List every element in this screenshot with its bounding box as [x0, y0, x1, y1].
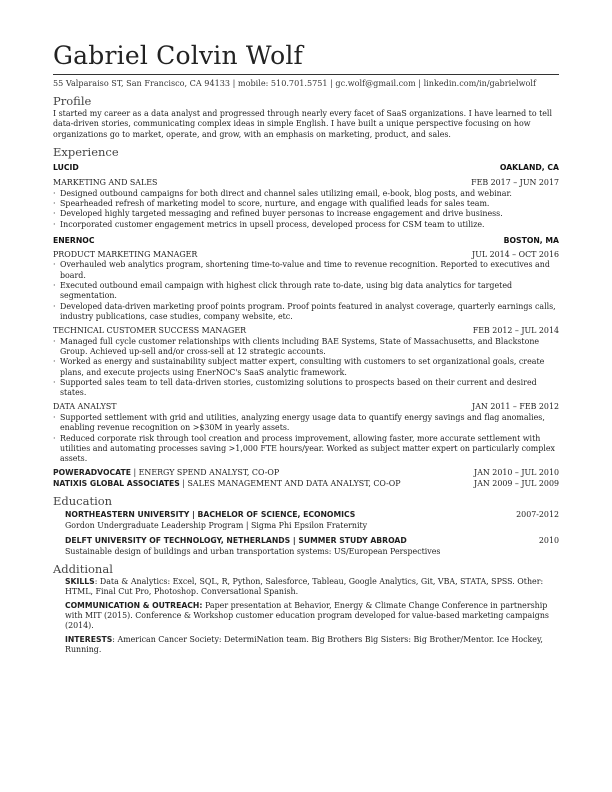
bullet-list — [53, 413, 559, 464]
job-line — [53, 479, 401, 490]
company-row-enernoc — [53, 235, 559, 246]
school-name: NORTHEASTERN UNIVERSITY | BACHELOR OF SCIENCE, ECONOMICS — [65, 510, 356, 520]
communication-block — [53, 601, 559, 632]
role-row — [53, 178, 559, 189]
skills-block — [53, 577, 559, 598]
role-dates: JAN 2010 – JUL 2010 — [474, 468, 559, 478]
bullet-list — [53, 260, 559, 322]
school-years: 2010 — [538, 536, 559, 546]
bullet-item: · Overhauled web analytics program, shortening time-to-value and time to revenue recognition. Reported to executives and board. — [53, 260, 559, 281]
role-title: TECHNICAL CUSTOMER SUCCESS MANAGER — [53, 326, 247, 336]
bullet-item: · Spearheaded refresh of marketing model to score, nurture, and engage with qualified leads for sales team. — [53, 199, 559, 209]
role-title: PRODUCT MARKETING MANAGER — [53, 249, 198, 259]
skills-text: : Data & Analytics: Excel, SQL, R, Python, Salesforce, Tableau, Google Analytics, Git, VBA, STATA, SPSS. Other: HTML, Final Cut Pro, Photoshop. Conversational Spanish. — [65, 577, 544, 597]
bullet-item: · Worked as energy and sustainability subject matter expert, consulting with customers to set organizational goals, create plans, and execute projects using EnerNOC's SaaS analytic framework. — [53, 357, 559, 378]
role-dates: JUL 2014 – OCT 2016 — [472, 249, 559, 259]
company-location: OAKLAND, CA — [499, 163, 559, 173]
interests-text: : American Cancer Society: DetermiNation team. Big Brothers Big Sisters: Big Brother/Mentor. Ice Hockey, Running. — [65, 634, 543, 654]
additional-heading: Additional — [53, 562, 113, 577]
bullet-list — [53, 337, 559, 399]
education-heading: Education — [53, 494, 113, 509]
education-item — [53, 510, 559, 531]
communication-label: COMMUNICATION & OUTREACH: — [65, 600, 203, 610]
role-dates: JAN 2011 – FEB 2012 — [472, 402, 559, 412]
company-name: NATIXIS GLOBAL ASSOCIATES — [53, 478, 180, 488]
bullet-list — [53, 189, 559, 230]
bullet-item: · Supported sales team to tell data-driven stories, customizing solutions to prospects based on their current and desired states. — [53, 378, 559, 399]
role-dates: FEB 2012 – JUL 2014 — [472, 326, 559, 336]
bullet-item: · Designed outbound campaigns for both direct and channel sales utilizing email, e-book, blog posts, and webinar. — [53, 189, 559, 199]
school-name: DELFT UNIVERSITY OF TECHNOLOGY, NETHERLANDS | SUMMER STUDY ABROAD — [65, 536, 407, 546]
role-row — [53, 250, 559, 261]
bullet-item: · Supported settlement with grid and utilities, analyzing energy usage data to quantify energy savings and flag anomalies, enabling revenue recognition on >$30M in yearly assets. — [53, 413, 559, 434]
company-name: POWERADVOCATE — [53, 468, 131, 478]
profile-text: I started my career as a data analyst and progressed through nearly every facet of SaaS organizations. I have learned to tell data-driven stories, communicating complex ideas in simple English. I have built a unique perspective focusing on how organizations go to market, operate, and grow, with an emphasis on marketing, product, and sales. — [53, 109, 552, 139]
role-row — [53, 326, 559, 337]
interests-label: INTERESTS — [65, 634, 113, 644]
bullet-item: · Managed full cycle customer relationships with clients including BAE Systems, State of Massachusetts, and Blackstone Group. Achieved up-sell and/or cross-sell at 12 strategic accounts. — [53, 337, 559, 358]
role-title: | SALES MANAGEMENT AND DATA ANALYST, CO-OP — [179, 478, 401, 488]
bullet-item: · Incorporated customer engagement metrics in upsell process, developed process for CSM team to utilize. — [53, 220, 559, 230]
role-dates: JAN 2009 – JUL 2009 — [474, 478, 559, 488]
school-years: 2007-2012 — [516, 510, 559, 520]
company-location: BOSTON, MA — [503, 235, 559, 245]
candidate-name: Gabriel Colvin Wolf — [53, 41, 304, 70]
skills-label: SKILLS — [65, 577, 95, 587]
interests-block — [53, 635, 559, 656]
role-title: MARKETING AND SALES — [53, 178, 158, 188]
bullet-item: · Reduced corporate risk through tool creation and process improvement, allowing faster, more accurate settlement with utilities and automating processes saving >1,000 FTE hours/year. Worked as subject matter expert on particularly complex assets. — [53, 434, 559, 465]
company-name: ENERNOC — [53, 235, 95, 245]
school-detail: Gordon Undergraduate Leadership Program | Sigma Phi Epsilon Fraternity — [65, 520, 368, 530]
bullet-item: · Executed outbound email campaign with highest click through rate to-date, using big data analytics for targeted segmentation. — [53, 281, 559, 302]
job-row-natixis — [53, 479, 559, 490]
role-title: DATA ANALYST — [53, 402, 117, 412]
bullet-item: · Developed data-driven marketing proof points program. Proof points featured in analyst coverage, quarterly earnings calls, industry publications, case studies, company website, etc. — [53, 302, 559, 323]
profile-heading: Profile — [53, 94, 92, 108]
company-row-lucid — [53, 162, 559, 173]
experience-heading: Experience — [53, 145, 119, 160]
contact-line: 55 Valparaiso ST, San Francisco, CA 94133 | mobile: 510.701.5751 | gc.wolf@gmail.com | linkedin.com/in/gabrielwolf — [53, 74, 559, 89]
role-dates: FEB 2017 – JUN 2017 — [471, 178, 559, 188]
resume-page — [53, 40, 559, 658]
role-title: | ENERGY SPEND ANALYST, CO-OP — [131, 468, 280, 478]
job-line — [53, 468, 279, 479]
job-row-poweradvocate — [53, 468, 559, 479]
communication-text: Paper presentation at Behavior, Energy & Climate Change Conference in partnership with MIT (2015). Conference & Workshop customer education program developed for value-based marketing campaigns (2014). — [65, 600, 549, 631]
role-row — [53, 402, 559, 413]
bullet-item: · Developed highly targeted messaging and refined buyer personas to increase engagement and drive business. — [53, 209, 559, 219]
school-detail: Sustainable design of buildings and urban transportation systems: US/European Perspectives — [65, 546, 441, 556]
education-item — [53, 536, 559, 557]
company-name: LUCID — [53, 163, 79, 173]
